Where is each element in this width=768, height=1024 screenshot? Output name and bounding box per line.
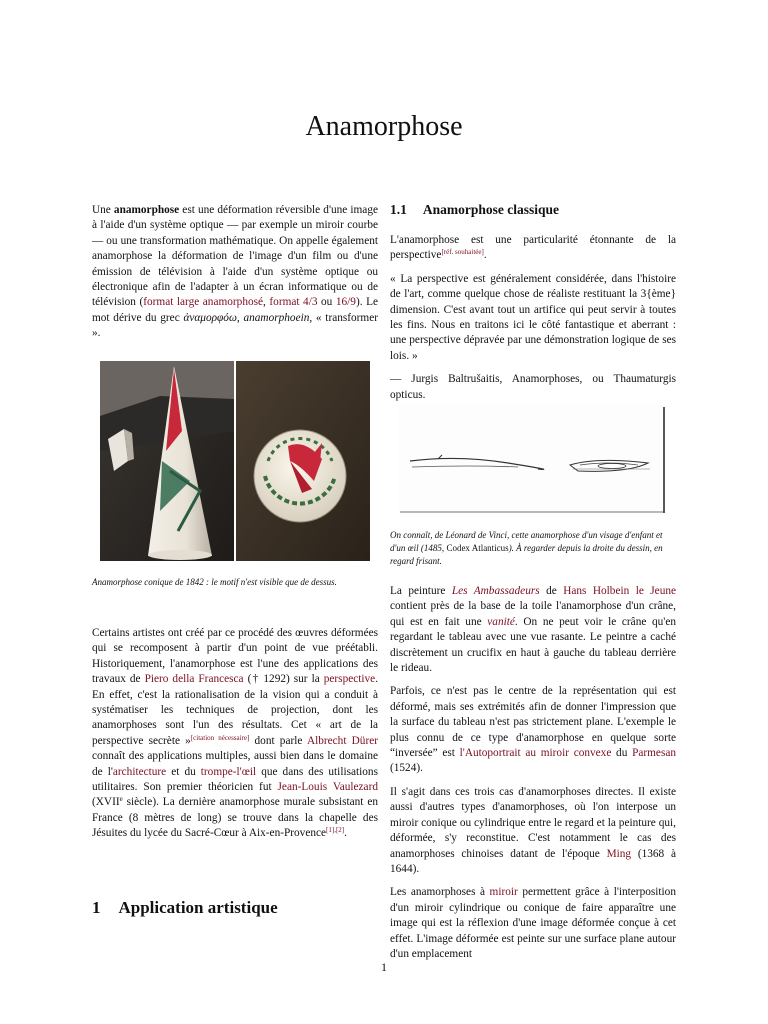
link-format-large[interactable]: format large anamorphosé xyxy=(143,296,264,309)
greek-word: ἀναμορφόω, anamorphoein, xyxy=(183,311,313,324)
text: (XVII xyxy=(92,796,120,809)
text: Certains artistes ont créé par ce procédé des œuvres déformées qui se recomposent à partir d'un point de vue préétabli. Historiquement, l'anamorphose est l'une des applications des travaux de xyxy=(92,627,378,686)
link-vanite[interactable]: vanité xyxy=(487,615,515,628)
link-ming[interactable]: Ming xyxy=(606,847,632,860)
quote-paragraph: « La perspective est généralement considérée, dans l'histoire de l'art, comme quelque chose de réaliste restituant la 3{ème} dimension. C'est avant tout un artifice qui peut servir à toutes les fins. Nous en traitons ici le côté fantastique et aberrant : une perspective dépravée par une démonstration logique de ses lois. » xyxy=(390,272,676,362)
link-parmesan[interactable]: Parmesan xyxy=(632,747,676,760)
codex-atlanticus: Codex Atlanticus xyxy=(446,543,509,553)
link-format-4-3[interactable]: format 4/3 xyxy=(269,296,318,309)
link-architecture[interactable]: architecture xyxy=(112,765,167,778)
link-perspective[interactable]: perspective xyxy=(323,673,376,686)
page-title: Anamorphose xyxy=(305,111,463,142)
text: Parfois, ce n'est pas le centre de la représentation qui est déformé, mais ses extrémités afin de donner l'impression que la surface du tableau n'est pas strictement plane. L'exemple le plus connu de ce type d'anamorphose en quelque sorte “inversée” est xyxy=(390,685,676,760)
text: dont parle xyxy=(249,734,307,747)
section-title: Application artistique xyxy=(118,898,278,917)
section-heading-application-artistique xyxy=(92,898,278,918)
text: La peinture xyxy=(390,585,452,597)
figure-conical-anamorphosis xyxy=(92,361,370,587)
link-albrecht-durer[interactable]: Albrecht Dürer xyxy=(306,734,378,747)
figure-leonardo-anamorphosis xyxy=(390,405,668,566)
section-number: 1 xyxy=(92,898,101,917)
conical-anamorphosis-photo xyxy=(100,361,370,561)
text: contient près de la base de la toile l'anamorphose d'un crâne, qui est en fait une xyxy=(390,600,676,628)
text: connaît des applications multiples, aussi bien dans le domaine de l' xyxy=(92,750,378,778)
text: Les anamorphoses à xyxy=(390,886,490,899)
figure2-caption xyxy=(390,529,676,568)
text: est une déformation réversible d'une image à l'aide d'un système optique — par exemple un miroir courbe — ou une transformation mathématique. On appelle également anamorphose la déformation de l'image d'un film ou d'une émission de télévision à l'aide d'un système optique ou électronique afin de l'adapter à un écran informatique ou de télévision ( xyxy=(92,204,378,309)
text: du xyxy=(611,747,633,760)
link-reference-wanted[interactable]: [réf. souhaitée] xyxy=(441,248,484,257)
link-citation-needed[interactable]: [citation nécessaire] xyxy=(190,733,250,742)
left-column xyxy=(92,203,378,350)
right-column-bottom xyxy=(390,584,676,970)
left-column-para2 xyxy=(92,626,378,850)
link-16-9[interactable]: 16/9 xyxy=(335,296,356,309)
right-column-top xyxy=(390,233,676,411)
text: . xyxy=(483,249,487,262)
figure1-caption: Anamorphose conique de 1842 : le motif n'est visible que de dessus. xyxy=(92,577,337,587)
text: permettent grâce à l'interposition d'un miroir cylindrique ou conique de faire apparaître une image qui est la réflexion d'une image déformée conçue à cet effet. L'image déformée est peinte sur une surface plane autour d'un emplacement xyxy=(390,886,676,960)
link-references-1-2[interactable]: [1],[2] xyxy=(326,826,345,835)
text: . En effet, c'est la rationalisation de la vision qui a conduit à systématiser les techniques de projection, dont les anamorphoses sont l'un des résultats. Cet « art de la perspective secrète » xyxy=(92,673,379,747)
text: . xyxy=(344,827,347,840)
subsection-number: 1.1 xyxy=(390,202,407,217)
text: ). Le mot dérive du grec xyxy=(92,296,379,324)
text: ). À regarder depuis la droite du dessin, en regard frisant. xyxy=(390,543,663,566)
text: († 1292) sur la xyxy=(243,673,324,686)
text: Il s'agit dans ces trois cas d'anamorphoses directes. Il existe aussi d'autres types d'anamorphoses, où l'on interpose un miroir conique ou cylindrique entre le regard et la peinture qui, déformée, s'y reconstitue. C'est notamment le cas des anamorphoses chinoises datant de l'époque xyxy=(390,785,676,860)
paragraph-parmesan xyxy=(390,684,676,776)
subsection-heading-anamorphose-classique xyxy=(390,202,559,218)
subsection-title: Anamorphose classique xyxy=(422,202,560,217)
paragraph-directes xyxy=(390,785,676,877)
link-les-ambassadeurs[interactable]: Les Ambassadeurs xyxy=(451,585,540,597)
link-jean-louis-vaulezard[interactable]: Jean-Louis Vaulezard xyxy=(277,781,378,794)
text: siècle). La dernière anamorphose murale subsistant en France (8 mètres de long) se trouve dans la chapelle des Jésuites du lycée du Sacré-Cœur à Aix-en-Provence xyxy=(92,796,378,840)
paragraph-miroir xyxy=(390,885,676,962)
text: On connaît, de Léonard de Vinci, cette anamorphose d'un visage d'enfant et d'un œil (1485, xyxy=(390,530,663,553)
paragraph-intro-classique xyxy=(390,233,676,264)
quote-author: — Jurgis Baltrušaitis, Anamorphoses, ou Thaumaturgis opticus. xyxy=(390,373,676,401)
text: « transformer ». xyxy=(92,311,378,340)
intro-paragraph xyxy=(92,203,378,342)
text: de xyxy=(539,585,564,597)
history-paragraph xyxy=(92,626,378,842)
text: et du xyxy=(166,765,201,778)
text: (1368 à 1644). xyxy=(390,847,676,875)
link-piero-della-francesca[interactable]: Piero della Francesca xyxy=(144,673,244,686)
text: , xyxy=(263,296,270,309)
link-trompe-loeil[interactable]: trompe-l'œil xyxy=(200,765,257,778)
text: que dans des utilisations utilitaires. Son premier théoricien fut xyxy=(92,765,378,794)
page-number: 1 xyxy=(381,960,387,974)
link-miroir[interactable]: miroir xyxy=(489,886,518,899)
leonardo-drawing xyxy=(398,405,668,515)
term-bold: anamorphose xyxy=(113,204,180,216)
link-hans-holbein[interactable]: Hans Holbein le Jeune xyxy=(563,585,677,597)
text: Une xyxy=(92,204,114,216)
text: ou xyxy=(317,296,336,309)
text: (1524). xyxy=(390,762,423,775)
text: . On ne peut voir le crâne qu'en regardant le tableau avec une vue rasante. Le peintre a caché discrètement un crucifix en haut à gauche du tableau derrière le rideau. xyxy=(390,615,676,675)
link-autoportrait[interactable]: l'Autoportrait au miroir convexe xyxy=(459,747,612,760)
text: L'anamorphose est une particularité étonnante de la perspective xyxy=(390,234,676,262)
paragraph-ambassadeurs xyxy=(390,584,676,676)
superscript-e: e xyxy=(119,795,123,804)
